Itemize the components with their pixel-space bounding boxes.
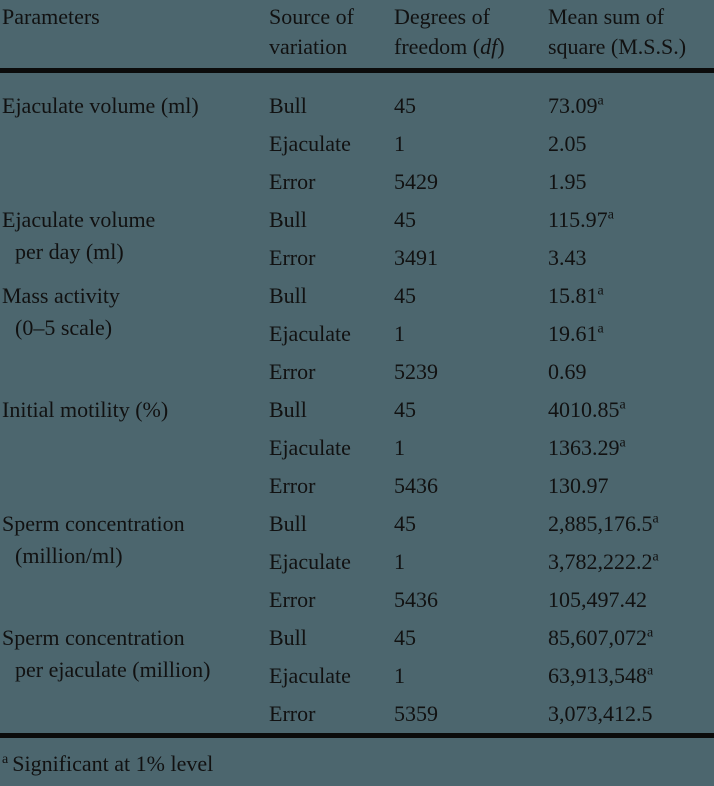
source-cell: Bull [269,397,307,422]
df-cell: 1 [394,321,405,346]
df-cell: 45 [394,207,416,232]
source-cell: Error [269,587,316,612]
significance-marker: a [597,283,604,299]
param-cell-sperm-concentration: Sperm concentration (million/ml) [2,511,185,568]
df-cell: 1 [394,663,405,688]
table-row [0,619,714,657]
significance-marker: a [647,625,654,641]
significance-marker: a [607,207,614,223]
param-cell-initial-motility: Initial motility (%) [2,397,169,422]
significance-marker: a [597,321,604,337]
source-cell: Ejaculate [269,321,351,346]
header-mean-sum-of-square: Mean sum of square (M.S.S.) [548,0,714,71]
df-cell: 3491 [394,245,438,270]
mss-cell: 15.81$^a$ [548,283,604,308]
source-cell: Error [269,359,316,384]
header-row [0,0,714,71]
footnote-text: Significant at 1% level [12,751,214,776]
df-cell: 5359 [394,701,438,726]
table-row [0,277,714,315]
df-cell: 45 [394,397,416,422]
source-cell: Ejaculate [269,549,351,574]
df-cell: 45 [394,625,416,650]
mss-cell: 2.05 [548,131,587,156]
df-cell: 45 [394,511,416,536]
source-cell: Ejaculate [269,663,351,688]
table-row [0,71,714,126]
mss-cell: 130.97 [548,473,609,498]
significance-marker: a [647,663,654,679]
significance-marker: a [619,397,626,413]
mss-cell: 3.43 [548,245,587,270]
source-cell: Ejaculate [269,131,351,156]
mss-cell: 63,913,548$^a$ [548,663,654,688]
source-cell: Error [269,701,316,726]
mss-cell: 1363.29$^a$ [548,435,626,460]
source-cell: Error [269,473,316,498]
mss-cell: 3,782,222.2$^a$ [548,549,659,574]
table-row [0,201,714,239]
source-cell: Bull [269,283,307,308]
mss-cell: 1.95 [548,169,587,194]
header-degrees-of-freedom: Degrees of freedom (df) [394,0,548,71]
source-cell: Bull [269,207,307,232]
mss-cell: 19.61$^a$ [548,321,604,346]
source-cell: Bull [269,93,307,118]
source-cell: Bull [269,511,307,536]
param-cell-sperm-concentration-per-ejaculate: Sperm concentration per ejaculate (million) [2,625,211,682]
source-cell: Ejaculate [269,435,351,460]
significance-marker: a [597,93,604,109]
df-cell: 1 [394,435,405,460]
mss-cell: 115.97$^a$ [548,207,614,232]
mss-cell: 2,885,176.5$^a$ [548,511,659,536]
param-cell-mass-activity: Mass activity (0–5 scale) [2,283,120,340]
source-cell: Error [269,245,316,270]
source-cell: Error [269,169,316,194]
mss-cell: 4010.85$^a$ [548,397,626,422]
table-header [0,0,714,71]
df-cell: 1 [394,549,405,574]
df-cell: 5436 [394,473,438,498]
header-parameters-label: Parameters [2,4,100,29]
table-body [0,71,714,736]
df-cell: 45 [394,93,416,118]
df-cell: 45 [394,283,416,308]
footnote-marker: a [2,751,9,767]
df-cell: 5436 [394,587,438,612]
mss-cell: 105,497.42 [548,587,647,612]
header-source-of-variation: Source of variation [269,0,394,71]
header-parameters [0,0,269,71]
df-italic: df [480,34,498,59]
df-cell: 5239 [394,359,438,384]
mss-cell: 73.09$^a$ [548,93,604,118]
table-row [0,391,714,429]
significance-marker: a [652,511,659,527]
df-cell: 5429 [394,169,438,194]
mss-cell: 3,073,412.5 [548,701,653,726]
param-cell-ejaculate-volume: Ejaculate volume (ml) [2,93,199,118]
table-row [0,505,714,543]
df-cell: 1 [394,131,405,156]
source-cell: Bull [269,625,307,650]
significance-marker: a [652,549,659,565]
mss-cell: 0.69 [548,359,587,384]
significance-marker: a [619,435,626,451]
mss-cell: 85,607,072$^a$ [548,625,654,650]
table-footnote [0,751,714,777]
param-cell-ejaculate-volume-per-day: Ejaculate volume per day (ml) [2,207,156,264]
